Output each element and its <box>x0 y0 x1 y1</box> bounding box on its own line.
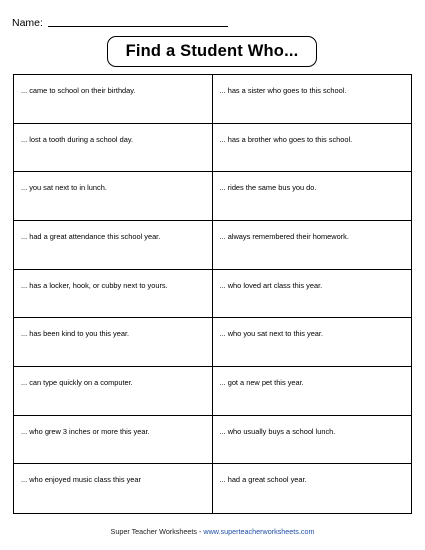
grid-cell-text: ... you sat next to in lunch. <box>21 183 107 193</box>
grid-cell <box>213 75 412 124</box>
title-box <box>107 36 317 67</box>
grid-cell <box>14 172 213 221</box>
grid-cell <box>14 464 213 513</box>
grid-cell-text: ... came to school on their birthday. <box>21 86 136 95</box>
grid-cell <box>213 124 412 173</box>
grid-cell <box>213 367 412 416</box>
grid-cell-text: ... has been kind to you this year. <box>21 329 130 339</box>
grid-cell-text: ... has a locker, hook, or cubby next to yours. <box>21 280 168 290</box>
grid-cell <box>14 124 213 173</box>
footer-text: Super Teacher Worksheets - <box>110 527 204 536</box>
name-line[interactable] <box>48 26 228 27</box>
footer-link[interactable]: www.superteacherworksheets.com <box>203 527 315 536</box>
grid-cell-text: ... can type quickly on a computer. <box>21 378 133 387</box>
name-label: Name: <box>12 17 43 29</box>
grid-cell <box>213 416 412 465</box>
grid-cell-text: ... had a great attendance this school year. <box>21 232 161 241</box>
grid-cell-text: ... who loved art class this year. <box>219 280 323 290</box>
bingo-grid <box>13 74 412 514</box>
grid-cell-text: ... got a new pet this year. <box>219 378 304 387</box>
grid-cell-text: ... who enjoyed music class this year <box>21 475 141 485</box>
grid-cell-text: ... has a brother who goes to this school. <box>219 134 353 144</box>
grid-cell-text: ... lost a tooth during a school day. <box>21 134 134 144</box>
grid-cell <box>213 221 412 270</box>
grid-cell <box>14 270 213 319</box>
grid-cell <box>14 75 213 124</box>
grid-cell-text: ... who grew 3 inches or more this year. <box>21 426 150 436</box>
grid-cell <box>213 270 412 319</box>
grid-cell-text: ... had a great school year. <box>219 475 307 485</box>
name-row <box>12 13 228 29</box>
grid-cell <box>213 464 412 513</box>
grid-cell-text: ... who you sat next to this year. <box>219 329 324 339</box>
grid-cell-text: ... always remembered their homework. <box>219 232 349 241</box>
grid-cell <box>14 221 213 270</box>
grid-cell <box>14 318 213 367</box>
grid-cell-text: ... who usually buys a school lunch. <box>219 426 336 436</box>
grid-cell <box>14 367 213 416</box>
grid-cell <box>14 416 213 465</box>
page-title: Find a Student Who... <box>125 42 299 60</box>
grid-cell <box>213 318 412 367</box>
grid-cell <box>213 172 412 221</box>
grid-cell-text: ... has a sister who goes to this school. <box>219 86 347 95</box>
footer <box>0 527 425 536</box>
grid-cell-text: ... rides the same bus you do. <box>219 183 317 193</box>
